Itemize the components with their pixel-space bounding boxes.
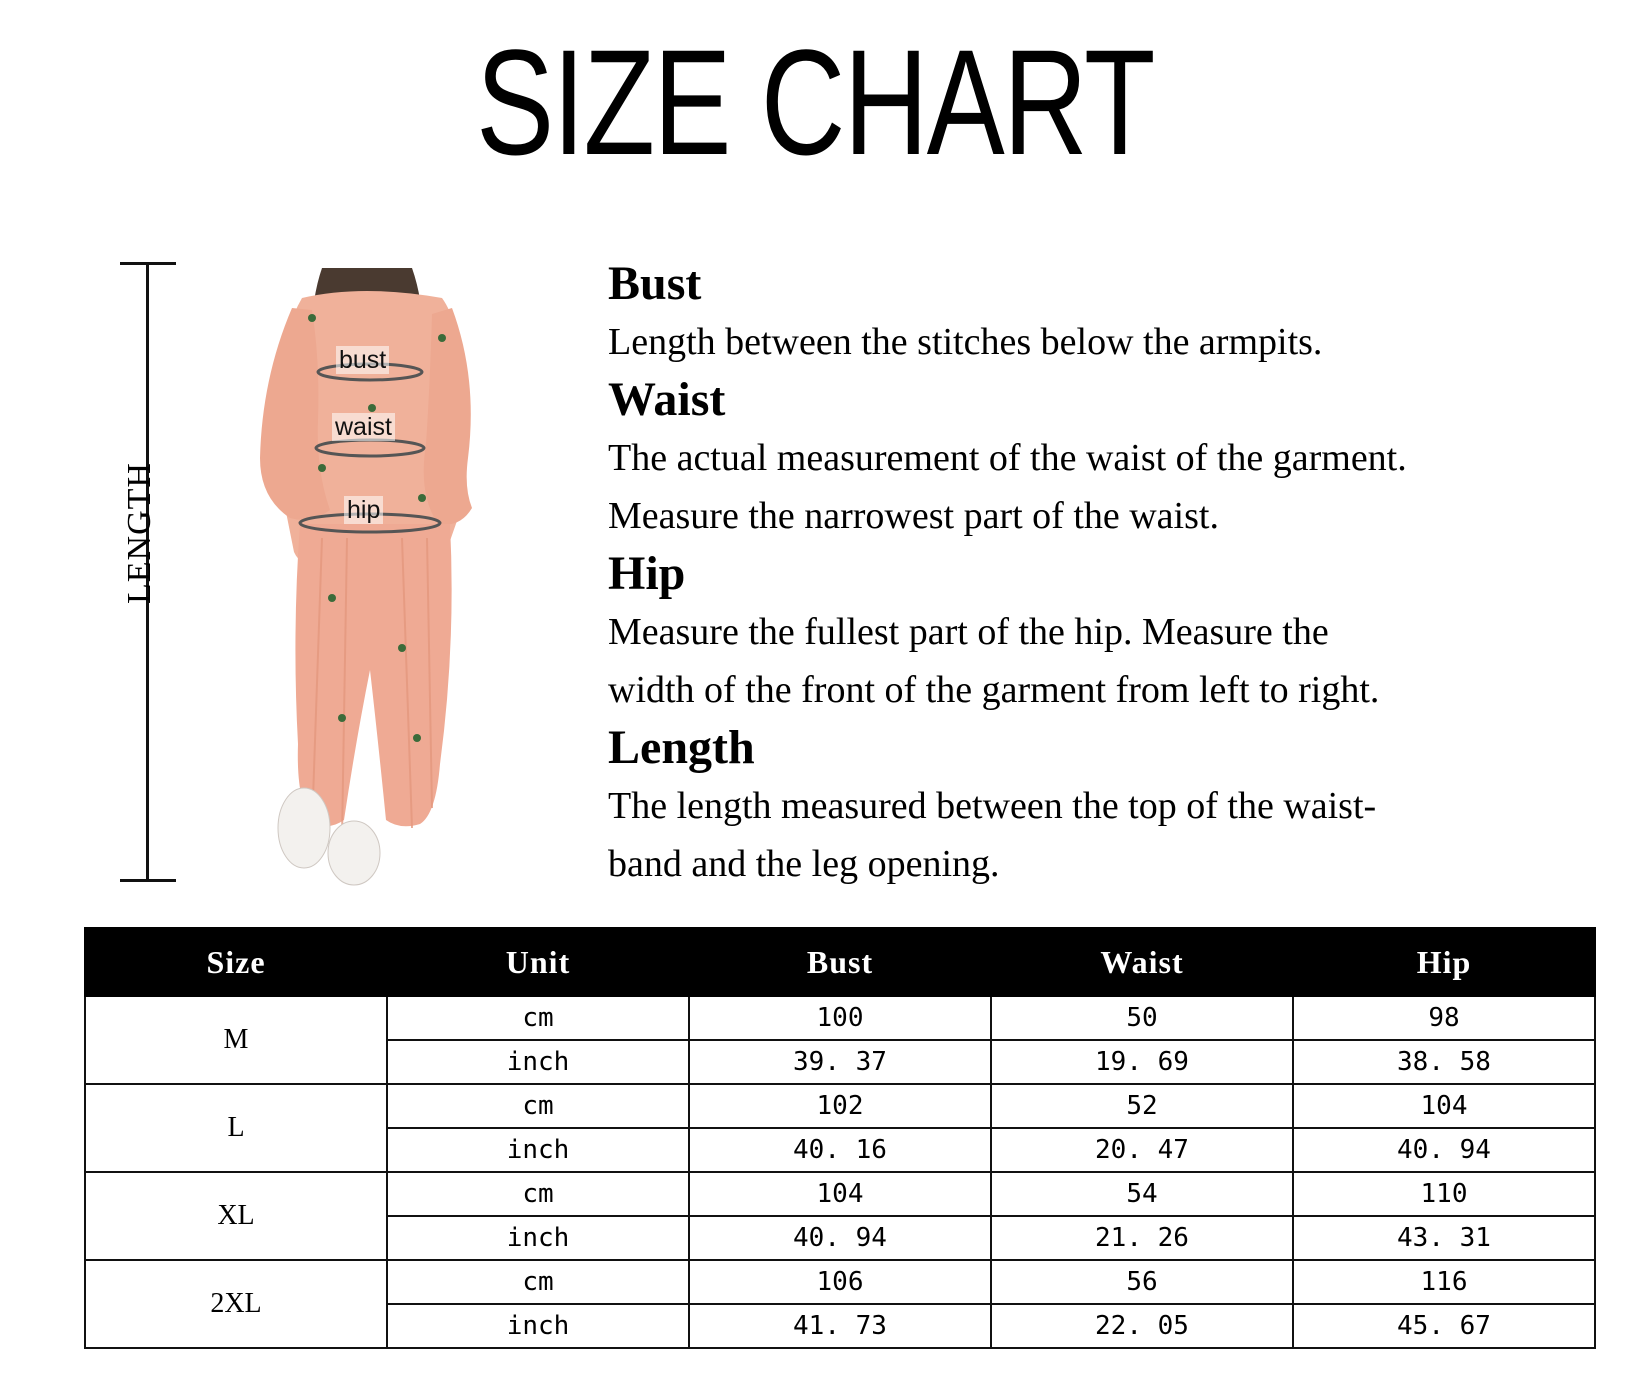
header-waist: Waist [991,928,1293,996]
length-label: LENGTH [121,462,158,604]
size-cell: XL [85,1172,387,1260]
bust-cell: 40. 16 [689,1128,991,1172]
table-row [85,996,1595,1040]
bust-cell: 39. 37 [689,1040,991,1084]
hip-cell: 43. 31 [1293,1216,1595,1260]
bust-cell: 102 [689,1084,991,1128]
page-title: SIZE CHART [476,18,1154,186]
waist-cell: 22. 05 [991,1304,1293,1348]
unit-cell: cm [387,1084,689,1128]
table-row [85,1084,1595,1128]
length-description-line: The length measured between the top of the waist- [608,785,1377,827]
bust-cell: 100 [689,996,991,1040]
hip-cell: 110 [1293,1172,1595,1216]
size-cell: L [85,1084,387,1172]
bust-description: Length between the stitches below the armpits. [608,321,1323,363]
waist-cell: 19. 69 [991,1040,1293,1084]
bust-cell: 104 [689,1172,991,1216]
bust-tag: bust [336,346,389,374]
hip-cell: 38. 58 [1293,1040,1595,1084]
length-scale-bottom-cap [120,879,176,882]
bust-cell: 106 [689,1260,991,1304]
header-size: Size [85,928,387,996]
size-cell: M [85,996,387,1084]
hip-cell: 98 [1293,996,1595,1040]
unit-cell: inch [387,1040,689,1084]
unit-cell: cm [387,1260,689,1304]
waist-cell: 21. 26 [991,1216,1293,1260]
header-bust: Bust [689,928,991,996]
hip-description-line: Measure the fullest part of the hip. Measure the [608,611,1329,653]
bust-cell: 41. 73 [689,1304,991,1348]
waist-description-line: Measure the narrowest part of the waist. [608,495,1219,537]
waist-cell: 56 [991,1260,1293,1304]
table-header-row [85,928,1595,996]
model-figure [252,268,497,893]
size-cell: 2XL [85,1260,387,1348]
waist-tag: waist [332,413,395,441]
table-row [85,1172,1595,1216]
unit-cell: cm [387,1172,689,1216]
header-hip: Hip [1293,928,1595,996]
bust-cell: 40. 94 [689,1216,991,1260]
unit-cell: cm [387,996,689,1040]
unit-cell: inch [387,1128,689,1172]
size-table [84,927,1596,1349]
waist-description-line: The actual measurement of the waist of the garment. [608,437,1407,479]
waist-cell: 52 [991,1084,1293,1128]
header-unit: Unit [387,928,689,996]
measurement-descriptions [608,255,1618,893]
bust-heading: Bust [608,257,702,310]
table-row [85,1260,1595,1304]
hip-cell: 116 [1293,1260,1595,1304]
waist-cell: 50 [991,996,1293,1040]
length-heading: Length [608,721,755,774]
unit-cell: inch [387,1216,689,1260]
hip-description-line: width of the front of the garment from left to right. [608,669,1380,711]
hip-tag: hip [344,496,383,524]
hip-cell: 40. 94 [1293,1128,1595,1172]
unit-cell: inch [387,1304,689,1348]
hip-cell: 45. 67 [1293,1304,1595,1348]
hip-cell: 104 [1293,1084,1595,1128]
waist-cell: 54 [991,1172,1293,1216]
waist-cell: 20. 47 [991,1128,1293,1172]
hip-heading: Hip [608,547,686,600]
waist-heading: Waist [608,373,726,426]
length-description-line: band and the leg opening. [608,843,1000,885]
